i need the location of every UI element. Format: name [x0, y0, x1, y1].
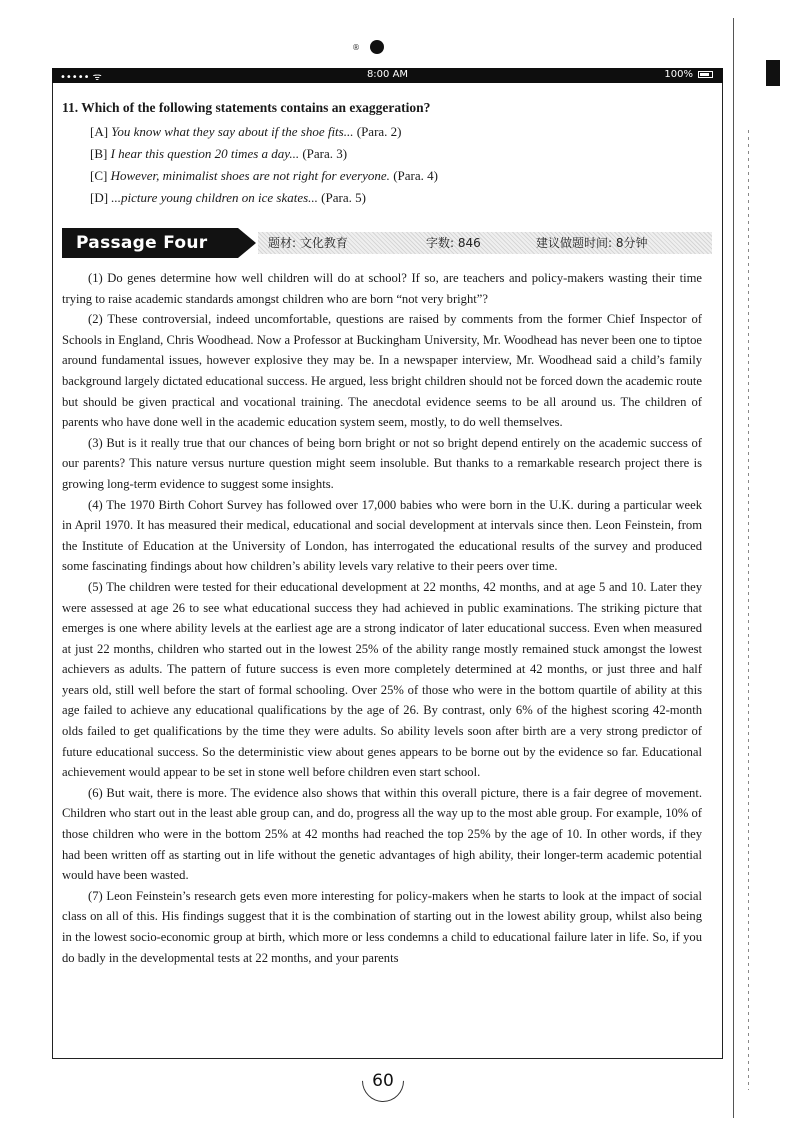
paragraph-5: (5) The children were tested for their educational development at 22 months, 42 months, and at age 5 and 10. Later they were assessed at age 26 to see what educational success they had achieved in public examinations. The striking picture that emerges is one where ability levels at the earliest age are a strong indicator of later educational success. Even when measured at just 22 months, children who started out in the lowest 25% of the ability range mostly remained stuck amongst the lowest achievers as adults. The pattern of future success is even more completely determined at 42 months, or just three and half years old, still well before the start of formal schooling. Over 25% of those who were in the bottom quartile of ability at this age failed to achieve any educational qualifications by the age of 26. By contrast, only 6% of the highest scoring 42-month olds failed to get qualifications by the time they were adults. So ability levels soon after birth are a very strong predictor of future educational success. So the deterministic view about genes appears to be borne out by the evidence so far. Educational achievement would appear to be set in stone well before children even start school. — [62, 579, 702, 780]
option-text: You know what they say about if the shoe fits... — [111, 124, 354, 139]
passage-arrow — [238, 228, 256, 258]
registration-dot — [370, 40, 384, 54]
top-registration-mark — [352, 40, 392, 54]
option-ref: (Para. 4) — [393, 168, 438, 183]
option-d[interactable] — [90, 188, 702, 207]
option-c[interactable] — [90, 166, 702, 185]
option-text: I hear this question 20 times a day... — [110, 146, 300, 161]
option-ref: (Para. 2) — [356, 124, 402, 139]
question-11 — [62, 100, 702, 210]
option-letter: [C] — [90, 168, 108, 183]
option-ref: (Para. 5) — [321, 190, 366, 205]
passage-info-strip — [258, 232, 712, 254]
battery-percent: 100% — [664, 69, 693, 80]
paragraph-1: (1) Do genes determine how well children will do at school? If so, are teachers and policy-makers wasting their time trying to raise academic standards amongst children who are born “not very bright”? — [62, 271, 702, 306]
registration-symbol: ® — [352, 43, 360, 52]
paragraph-4: (4) The 1970 Birth Cohort Survey has followed over 17,000 babies who were born in the U.K. during a particular week in April 1970. It has measured their medical, educational and social development at intervals since then. Leon Feinstein, from the Institute of Education at the University of London, has interrogated the educational results of the survey and produced some fascinating findings about how children’s ability levels vary relative to their peers over time. — [62, 497, 702, 574]
paragraph-2: (2) These controversial, indeed uncomfortable, questions are raised by comments from the former Chief Inspector of Schools in England, Chris Woodhead. Now a Professor at Buckingham University, Mr. Woodhead has never been one to tiptoe around fundamental issues, however explosive they may be. In a newspaper interview, Mr. Woodhead said a child’s family background largely dictated educational success. He argued, less bright children should not be forced down the academic route but should be given practical and vocational training. The anecdotal evidence seems to be all around us. The children of parents who have done well in the academic education system seem, mostly, to do well themselves. — [62, 312, 702, 430]
passage-topic: 题材: 文化教育 — [268, 236, 348, 250]
paragraph-6: (6) But wait, there is more. The evidence also shows that within this overall picture, there is a fair degree of movement. Children who start out in the least able group can, and do, progress all the way up to the most able group. For example, 10% of those children who were in the bottom 25% at 42 months had reached the top 25% by the age of 10. In other words, if they had been written off as starting out in life without the genetic advantages of high ability, their longer-term academic potential would have been wasted. — [62, 785, 702, 883]
signal-icon: ••••• ᯤ — [60, 72, 102, 83]
passage-label: Passage Four — [62, 228, 238, 258]
option-letter: [B] — [90, 146, 108, 161]
option-letter: [A] — [90, 124, 109, 139]
option-text: However, minimalist shoes are not right for everyone. — [110, 168, 390, 183]
page-number: 60 — [360, 1058, 406, 1104]
right-dotted-rule — [748, 130, 749, 1090]
option-text: ...picture young children on ice skates... — [111, 190, 318, 205]
question-title: 11. Which of the following statements contains an exaggeration? — [62, 100, 431, 115]
passage-header — [62, 228, 712, 258]
option-a[interactable] — [90, 122, 702, 141]
passage-body — [62, 268, 702, 968]
passage-suggested-time: 建议做题时间: 8分钟 — [536, 236, 648, 250]
option-ref: (Para. 3) — [302, 146, 348, 161]
side-thumb-tab — [766, 60, 780, 86]
paragraph-7: (7) Leon Feinstein’s research gets even more interesting for policy-makers when he starts to look at the impact of social class on all of this. His findings suggest that it is the combination of starting out in the lowest ability group, whilst also being in the lowest socio-economic group at birth, which more or less condemns a child to educational failure later in life. So, if you do badly in the developmental tests at 22 months, and your parents — [62, 888, 702, 965]
passage-word-count: 字数: 846 — [426, 236, 481, 250]
status-time: 8:00 AM — [366, 69, 409, 80]
status-bar — [52, 68, 723, 83]
paragraph-3: (3) But is it really true that our chances of being born bright or not so bright depend entirely on the academic success of our parents? This nature versus nurture question might seem insoluble. But thanks to a remarkable research project there is growing long-term evidence to suggest some insights. — [62, 435, 702, 491]
option-letter: [D] — [90, 190, 109, 205]
battery-icon — [698, 71, 713, 78]
right-margin-rule — [733, 18, 734, 1118]
option-b[interactable] — [90, 144, 702, 163]
